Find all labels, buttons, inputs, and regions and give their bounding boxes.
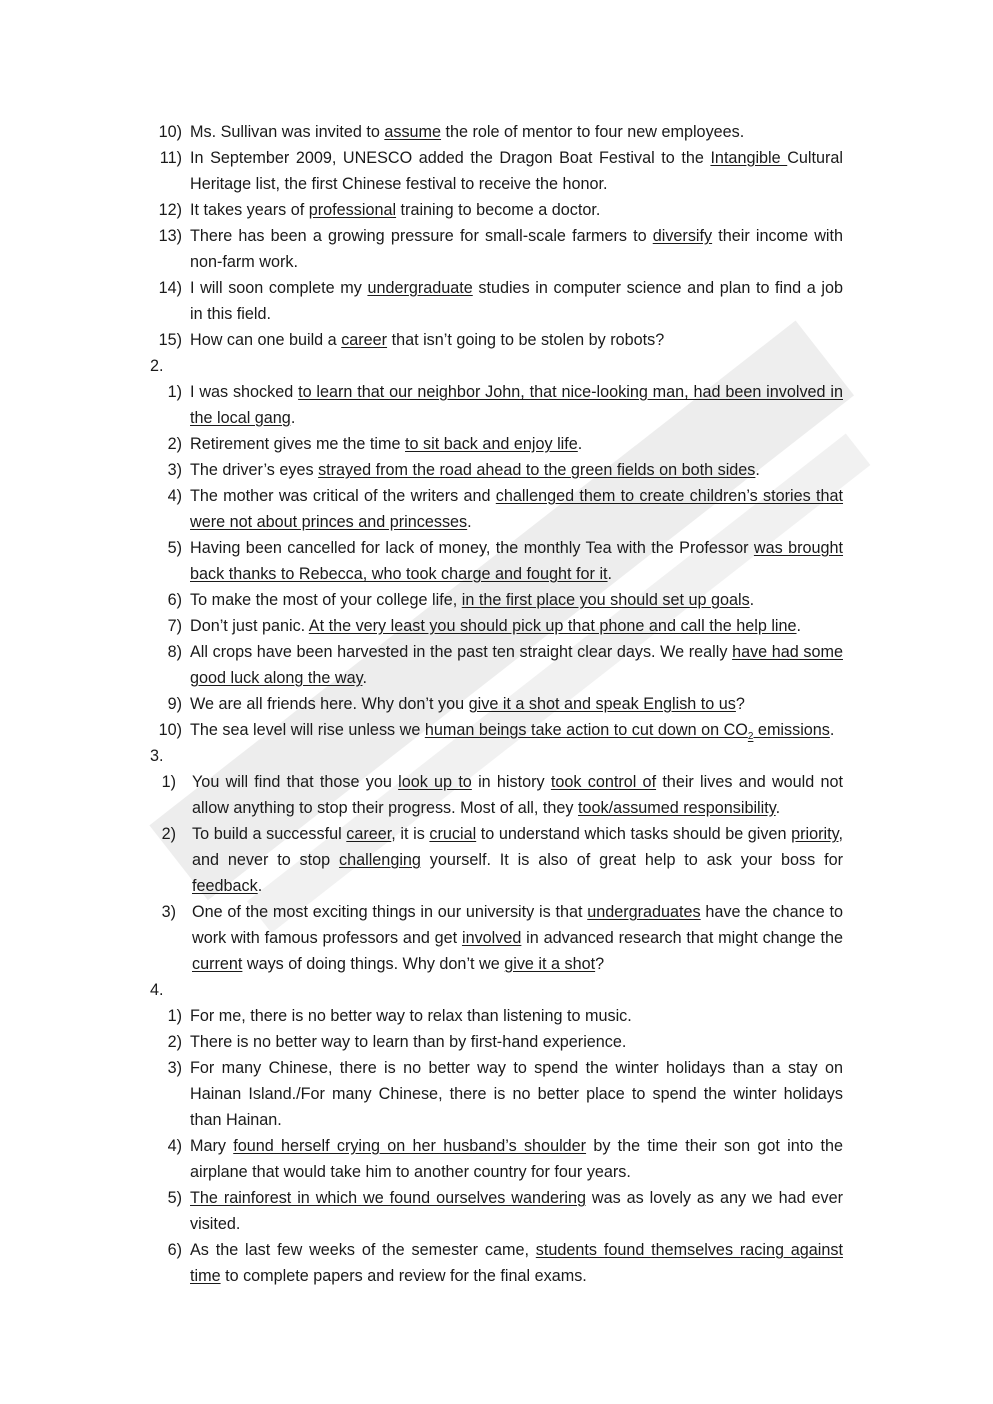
- item-text: [190, 123, 744, 141]
- sentence-text: The sea level will rise unless we: [190, 721, 425, 739]
- answer-item: [148, 327, 843, 353]
- sentence-text: to complete papers and review for the final exams.: [220, 1267, 587, 1285]
- item-text: [190, 149, 843, 193]
- item-number: 5): [167, 539, 182, 557]
- item-number: 1): [161, 773, 176, 791]
- sentence-text: All crops have been harvested in the past ten straight clear days. We really: [190, 643, 733, 661]
- underlined-answer: current: [192, 955, 243, 973]
- item-text: [190, 1189, 843, 1233]
- exercise-section: [148, 119, 843, 353]
- item-text: [190, 643, 843, 687]
- item-number: 10): [158, 123, 182, 141]
- sentence-text: , and never to stop: [192, 825, 843, 869]
- underlined-answer: challenged them to create children’s stories that were not about princes and princesses: [190, 487, 843, 531]
- item-text: [190, 435, 582, 453]
- underlined-answer: give it a shot: [504, 955, 596, 973]
- sentence-text: .: [755, 461, 760, 479]
- answer-item: [148, 587, 843, 613]
- sentence-text: ?: [595, 955, 605, 973]
- sentence-text: in history: [471, 773, 551, 791]
- sentence-text: You will find that those you: [192, 773, 399, 791]
- item-number: 1): [167, 383, 182, 401]
- underlined-answer: students found themselves racing against time: [190, 1241, 843, 1285]
- sentence-text: training to become a doctor.: [396, 201, 601, 219]
- underlined-answer: took/assumed responsibility: [578, 799, 776, 817]
- item-text: [190, 695, 745, 713]
- sentence-text: Mary: [190, 1137, 234, 1155]
- item-number: 3): [161, 903, 176, 921]
- underlined-answer: diversify: [652, 227, 713, 245]
- underlined-answer: to sit back and enjoy life: [405, 435, 578, 453]
- item-number: 13): [158, 227, 182, 245]
- item-text: [190, 1241, 843, 1285]
- sentence-text: that isn’t going to be stolen by robots?: [387, 331, 665, 349]
- underlined-answer: to learn that our neighbor John, that nice-looking man, had been involved in the local gang: [190, 383, 843, 427]
- item-text: [190, 721, 835, 743]
- sentence-text: To make the most of your college life,: [190, 591, 462, 609]
- item-text: [190, 539, 843, 583]
- sentence-text: There is no better way to learn than by first-hand experience.: [190, 1033, 627, 1051]
- item-number: 8): [167, 643, 182, 661]
- sentence-text: We are all friends here. Why don’t you: [190, 695, 469, 713]
- sentence-text: The mother was critical of the writers and: [190, 487, 496, 505]
- item-text: [190, 591, 754, 609]
- item-text: [190, 331, 664, 349]
- item-number: 12): [158, 201, 182, 219]
- sentence-text: .: [362, 669, 367, 687]
- item-text: [190, 487, 843, 531]
- answer-item: [148, 691, 843, 717]
- answer-item: [148, 717, 843, 743]
- item-text: [190, 279, 843, 323]
- item-number: 2): [161, 825, 176, 843]
- section-number: 2.: [150, 357, 164, 375]
- sentence-text: .: [467, 513, 472, 531]
- answer-item: [148, 821, 843, 899]
- item-text: [190, 227, 843, 271]
- answer-item: [148, 379, 843, 431]
- underlined-answer: involved: [461, 929, 522, 947]
- underlined-answer: career: [346, 825, 392, 843]
- sentence-text: I will soon complete my: [190, 279, 368, 297]
- item-number: 14): [158, 279, 182, 297]
- item-text: [190, 383, 843, 427]
- sentence-text: It takes years of: [190, 201, 309, 219]
- answer-item: [148, 457, 843, 483]
- sentence-text: For me, there is no better way to relax than listening to music.: [190, 1007, 632, 1025]
- underlined-answer: crucial: [429, 825, 477, 843]
- item-number: 9): [167, 695, 182, 713]
- sentence-text: Cultural Heritage list, the first Chinese festival to receive the honor.: [190, 149, 843, 193]
- sentence-text: I was shocked: [190, 383, 299, 401]
- exercise-section: [148, 977, 843, 1289]
- underlined-answer: career: [341, 331, 388, 349]
- underlined-answer: human beings take action to cut down on CO: [424, 721, 748, 739]
- sentence-text: .: [749, 591, 755, 609]
- item-number: 4): [167, 487, 182, 505]
- sentence-text: their lives and would not allow anything to stop their progress. Most of all, they: [192, 773, 843, 817]
- item-text: [190, 1007, 632, 1025]
- item-number: 11): [159, 149, 182, 167]
- sentence-text: .: [290, 409, 296, 427]
- answer-item: [148, 639, 843, 691]
- sentence-text: One of the most exciting things in our university is that: [192, 903, 588, 921]
- sentence-text: have the chance to work with famous professors and get: [192, 903, 844, 947]
- sentence-text: As the last few weeks of the semester came,: [190, 1241, 536, 1259]
- answer-item: [148, 535, 843, 587]
- sentence-text: in advanced research that might change the: [521, 929, 843, 947]
- item-text: [190, 617, 801, 635]
- sentence-text: .: [607, 565, 613, 583]
- answer-item: [148, 223, 843, 275]
- underlined-answer: look up to: [398, 773, 472, 791]
- sentence-text: Don’t just panic.: [190, 617, 309, 635]
- item-number: 2): [167, 1033, 182, 1051]
- answer-item: [148, 769, 843, 821]
- answer-item: [148, 1029, 843, 1055]
- answer-item: [148, 1237, 843, 1289]
- item-number: 1): [167, 1007, 182, 1025]
- item-number: 6): [167, 591, 182, 609]
- item-text: [190, 1033, 626, 1051]
- sentence-text: to understand which tasks should be given: [476, 825, 792, 843]
- sentence-text: For many Chinese, there is no better way to spend the winter holidays than a stay on Hainan Island./For many Chinese, there is no better place to spend the winter holidays than Hainan.: [190, 1059, 843, 1129]
- sentence-text: .: [577, 435, 583, 453]
- item-text: [192, 825, 843, 895]
- item-number: 5): [167, 1189, 182, 1207]
- exercise-section: [148, 743, 843, 977]
- sentence-text: There has been a growing pressure for small-scale farmers to: [190, 227, 653, 245]
- underlined-answer: professional: [308, 201, 397, 219]
- sentence-text: .: [775, 799, 781, 817]
- underlined-answer: emissions: [753, 721, 830, 739]
- answer-item: [148, 197, 843, 223]
- answer-item: [148, 899, 843, 977]
- sentence-text: The driver’s eyes: [190, 461, 319, 479]
- underlined-answer: in the first place you should set up goals: [461, 591, 750, 609]
- item-number: 6): [167, 1241, 182, 1259]
- underlined-answer: assume: [384, 123, 442, 141]
- answer-item: [148, 613, 843, 639]
- sentence-text: .: [257, 877, 263, 895]
- item-text: [190, 201, 600, 219]
- sentence-text: studies in computer science and plan to find a job in this field.: [190, 279, 843, 323]
- underlined-answer: feedback: [192, 877, 258, 895]
- underlined-answer: undergraduates: [587, 903, 701, 921]
- sentence-text: Having been cancelled for lack of money, the monthly Tea with the Professor: [190, 539, 754, 557]
- item-text: [192, 773, 843, 817]
- item-text: [190, 461, 760, 479]
- underlined-answer: took control of: [550, 773, 657, 791]
- answer-item: [148, 1003, 843, 1029]
- sentence-text: To build a successful: [192, 825, 347, 843]
- underlined-answer: have had some good luck along the way: [190, 643, 843, 687]
- underlined-answer: found herself crying on her husband’s shoulder: [233, 1137, 587, 1155]
- item-number: 3): [167, 1059, 182, 1077]
- underlined-answer: At the very least you should pick up that phone and call the help line: [308, 617, 797, 635]
- sentence-text: .: [829, 721, 835, 739]
- item-number: 3): [167, 461, 182, 479]
- answer-item: [148, 431, 843, 457]
- answer-item: [148, 1133, 843, 1185]
- item-number: 2): [167, 435, 182, 453]
- answer-item: [148, 1055, 843, 1133]
- sentence-text: by the time their son got into the airplane that would take him to another country for four years.: [190, 1137, 843, 1181]
- section-number: 4.: [150, 981, 164, 999]
- sentence-text: , it is: [391, 825, 430, 843]
- item-number: 15): [158, 331, 182, 349]
- underlined-answer: 2: [747, 731, 754, 743]
- underlined-answer: Intangible: [710, 149, 788, 167]
- sentence-text: How can one build a: [190, 331, 342, 349]
- section-number: 3.: [150, 747, 164, 765]
- item-number: 7): [167, 617, 182, 635]
- underlined-answer: undergraduate: [367, 279, 473, 297]
- answer-item: [148, 1185, 843, 1237]
- underlined-answer: priority: [791, 825, 839, 843]
- underlined-answer: challenging: [339, 851, 421, 869]
- item-text: [190, 1059, 843, 1129]
- sentence-text: yourself. It is also of great help to ask your boss for: [420, 851, 843, 869]
- exercise-section: [148, 353, 843, 743]
- answer-key-document: [148, 119, 843, 1289]
- answer-item: [148, 145, 843, 197]
- sentence-text: Retirement gives me the time: [190, 435, 406, 453]
- item-number: 10): [158, 721, 182, 739]
- sentence-text: Ms. Sullivan was invited to: [190, 123, 385, 141]
- answer-item: [148, 119, 843, 145]
- item-text: [190, 1137, 843, 1181]
- sentence-text: ways of doing things. Why don’t we: [242, 955, 505, 973]
- answer-item: [148, 483, 843, 535]
- underlined-answer: The rainforest in which we found ourselves wandering: [190, 1189, 586, 1207]
- item-number: 4): [167, 1137, 182, 1155]
- sentence-text: ?: [735, 695, 745, 713]
- answer-item: [148, 275, 843, 327]
- underlined-answer: give it a shot and speak English to us: [468, 695, 736, 713]
- underlined-answer: strayed from the road ahead to the green fields on both sides: [318, 461, 756, 479]
- sentence-text: their income with non-farm work.: [190, 227, 844, 271]
- sentence-text: was as lovely as any we had ever visited.: [190, 1189, 844, 1233]
- sentence-text: the role of mentor to four new employees.: [441, 123, 745, 141]
- item-text: [192, 903, 843, 973]
- underlined-answer: was brought back thanks to Rebecca, who took charge and fought for it: [190, 539, 844, 583]
- sentence-text: .: [796, 617, 802, 635]
- sentence-text: In September 2009, UNESCO added the Dragon Boat Festival to the: [190, 149, 711, 167]
